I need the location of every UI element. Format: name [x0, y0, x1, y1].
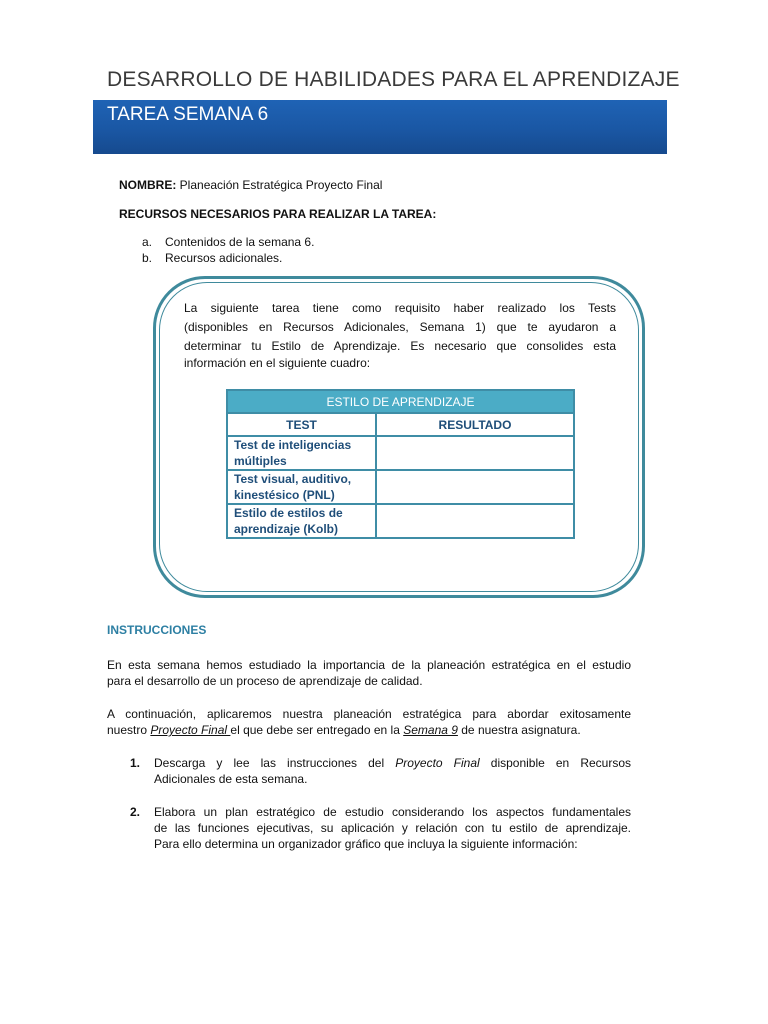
test-name-cell: Test de inteligencias múltiples: [227, 436, 376, 470]
result-cell[interactable]: [376, 436, 574, 470]
test-name-cell: Test visual, auditivo, kinestésico (PNL): [227, 470, 376, 504]
paragraph-line: En esta semana hemos estudiado la importancia de la planeación estratégica en el estudio: [107, 658, 631, 672]
paragraph-text: nuestro: [107, 723, 151, 737]
result-cell[interactable]: [376, 470, 574, 504]
name-line: [119, 178, 382, 192]
paragraph-text: de nuestra asignatura.: [457, 723, 581, 737]
resource-text: Contenidos de la semana 6.: [165, 235, 315, 249]
intro-line: (disponibles en Recursos Adicionales, Semana 1) que te ayudaron a: [184, 320, 616, 334]
table-caption: ESTILO DE APRENDIZAJE: [227, 390, 574, 413]
instructions-paragraph-2: [107, 706, 631, 738]
step-number: 2.: [130, 805, 141, 819]
intro-line-last: información en el siguiente cuadro:: [184, 356, 371, 370]
step-text: [154, 804, 631, 852]
resource-text: Recursos adicionales.: [165, 251, 283, 265]
table-row: [227, 504, 574, 538]
step-line: [154, 755, 631, 771]
name-value: Planeación Estratégica Proyecto Final: [179, 178, 383, 192]
paragraph-line: [107, 723, 581, 737]
column-header-result: RESULTADO: [376, 413, 574, 436]
resource-item-b: [142, 251, 282, 265]
task-banner: [93, 100, 667, 154]
task-title: TAREA SEMANA 6: [107, 104, 269, 125]
semana-9-link[interactable]: Semana 9: [403, 723, 458, 737]
column-header-test: TEST: [227, 413, 376, 436]
intro-line: La siguiente tarea tiene como requisito haber realizado los Tests: [184, 301, 616, 315]
step-line: Adicionales de esta semana.: [154, 772, 308, 786]
step-line: de las funciones ejecutivas, su aplicación y relación con tu estilo de aprendizaje.: [154, 821, 631, 835]
resource-marker: b.: [142, 251, 153, 265]
paragraph-line: para el desarrollo de un proceso de aprendizaje de calidad.: [107, 674, 423, 688]
intro-line: determinar tu Estilo de Aprendizaje. Es necesario que consolides esta: [184, 339, 616, 353]
resources-heading-text: RECURSOS NECESARIOS PARA REALIZAR LA TAREA:: [119, 207, 437, 221]
step-line: Para ello determina un organizador gráfico que incluya la siguiente información:: [154, 837, 578, 851]
resource-marker: a.: [142, 235, 153, 249]
resource-item-a: [142, 235, 314, 249]
paragraph-line: A continuación, aplicaremos nuestra planeación estratégica para abordar exitosamente: [107, 707, 631, 721]
step-text-part: Descarga y lee las instrucciones del: [154, 756, 396, 770]
frame-intro: [184, 299, 616, 356]
result-cell[interactable]: [376, 504, 574, 538]
step-line: Elabora un plan estratégico de estudio considerando los aspectos fundamentales: [154, 805, 631, 819]
table-row: [227, 470, 574, 504]
resources-heading: [119, 207, 436, 221]
step-text: [154, 755, 631, 787]
table-row: [227, 436, 574, 470]
instructions-heading: INSTRUCCIONES: [107, 623, 207, 637]
step-number: 1.: [130, 756, 141, 770]
course-title: DESARROLLO DE HABILIDADES PARA EL APRENDIZAJE: [107, 68, 680, 91]
step-text-part: disponible en Recursos: [479, 756, 631, 770]
name-label: NOMBRE:: [119, 178, 177, 192]
step-emphasis: Proyecto Final: [395, 756, 480, 770]
paragraph-text: el que debe ser entregado en la: [230, 723, 404, 737]
instructions-paragraph-1: [107, 657, 631, 689]
proyecto-final-link[interactable]: Proyecto Final: [150, 723, 231, 737]
test-name-cell: Estilo de estilos de aprendizaje (Kolb): [227, 504, 376, 538]
learning-style-table: [226, 389, 575, 539]
